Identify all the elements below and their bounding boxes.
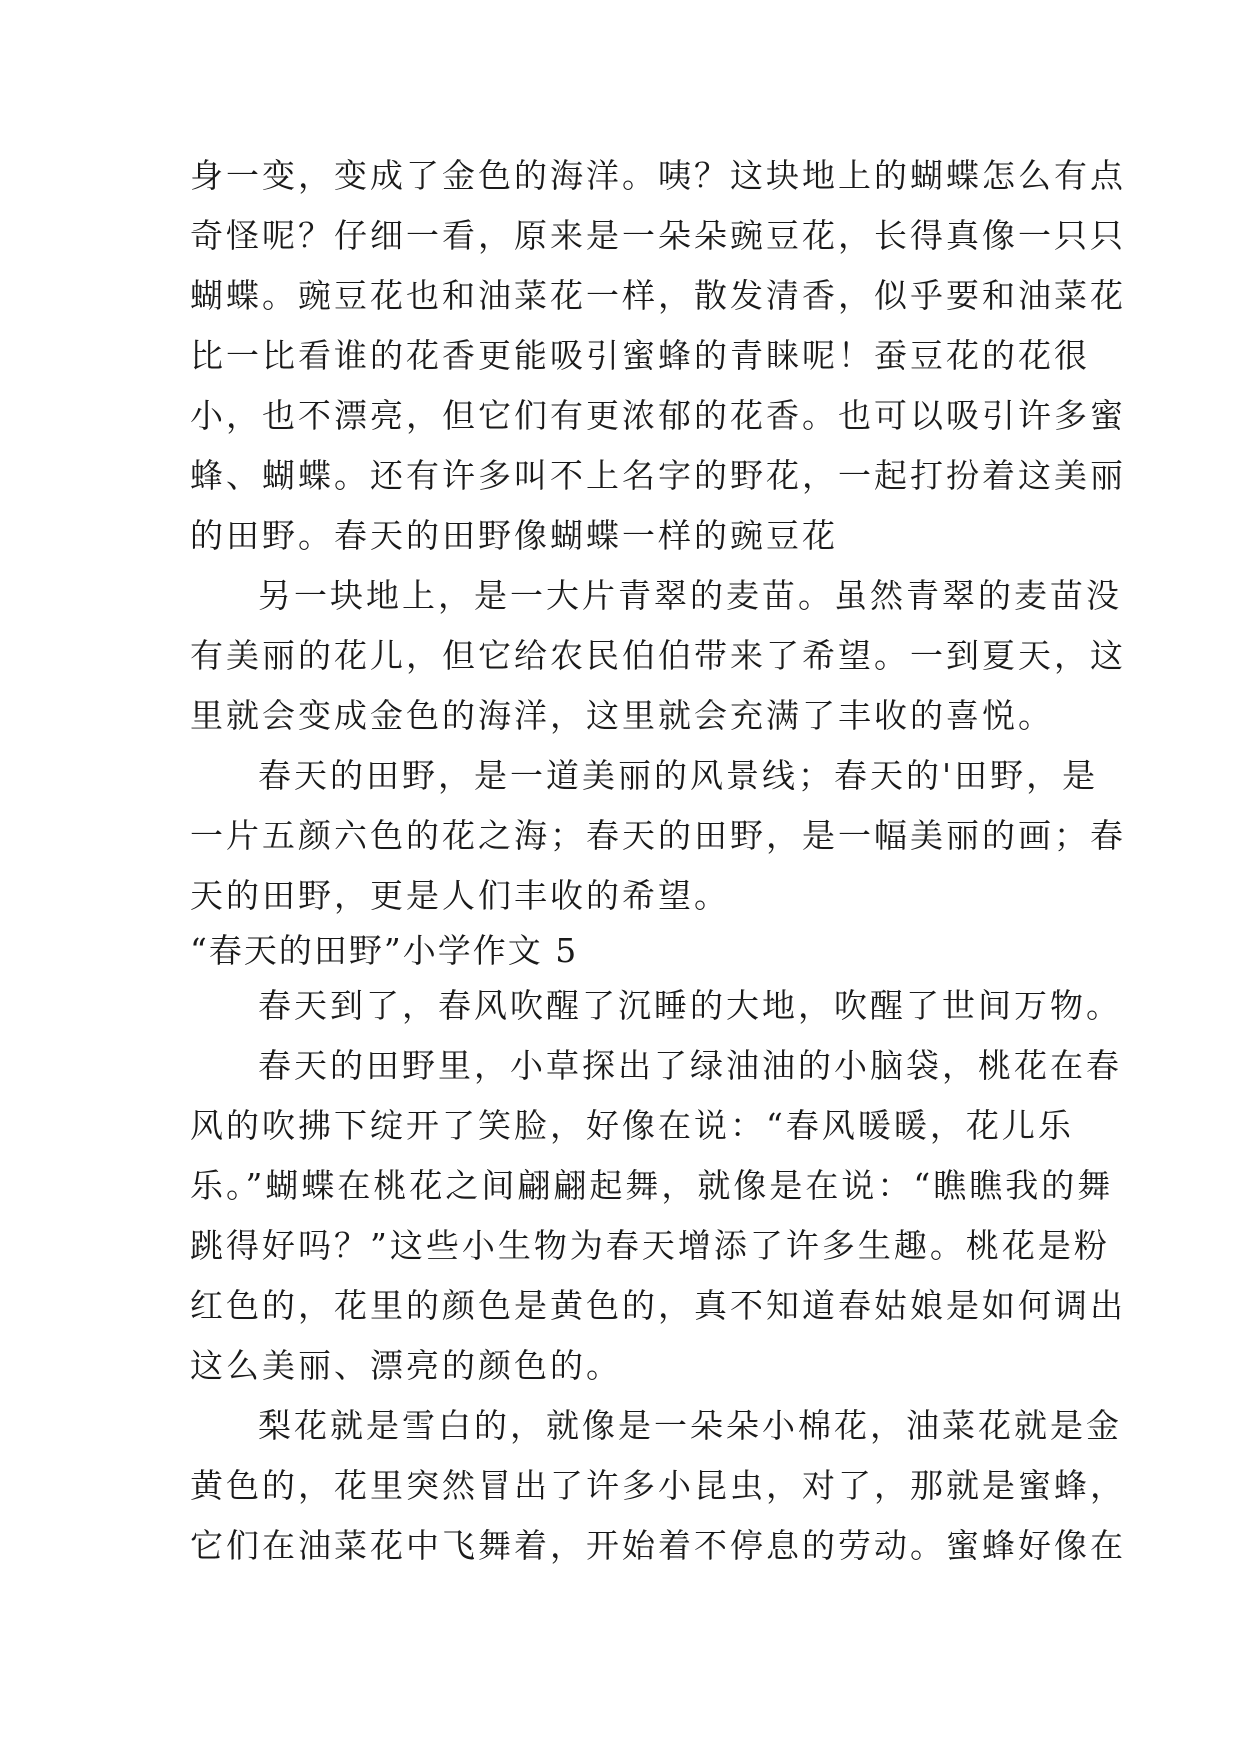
text-line: 黄色的，花里突然冒出了许多小昆虫，对了，那就是蜜蜂， (190, 1466, 1126, 1505)
text-line: 它们在油菜花中飞舞着，开始着不停息的劳动。蜜蜂好像在 (190, 1526, 1126, 1565)
text-line: 奇怪呢？仔细一看，原来是一朵朵豌豆花，长得真像一只只 (190, 216, 1126, 255)
section-heading: “春天的田野”小学作文 5 (190, 931, 579, 970)
text-line: 身一变，变成了金色的海洋。咦？这块地上的蝴蝶怎么有点 (190, 156, 1126, 195)
text-line: 乐。”蝴蝶在桃花之间翩翩起舞，就像是在说：“瞧瞧我的舞 (190, 1166, 1114, 1205)
text-line: 天的田野，更是人们丰收的希望。 (190, 876, 730, 915)
text-line: 红色的，花里的颜色是黄色的，真不知道春姑娘是如何调出 (190, 1286, 1126, 1325)
paragraph-first-line: 春天的田野里，小草探出了绿油油的小脑袋，桃花在春 (258, 1046, 1122, 1085)
text-line: 这么美丽、漂亮的颜色的。 (190, 1346, 622, 1385)
text-line: 风的吹拂下绽开了笑脸，好像在说：“春风暖暖，花儿乐 (190, 1106, 1074, 1145)
paragraph-first-line: 春天的田野，是一道美丽的风景线；春天的'田野，是 (258, 756, 1099, 795)
text-line: 一片五颜六色的花之海；春天的田野，是一幅美丽的画；春 (190, 816, 1126, 855)
text-line: 的田野。春天的田野像蝴蝶一样的豌豆花 (190, 516, 838, 555)
paragraph-first-line: 梨花就是雪白的，就像是一朵朵小棉花，油菜花就是金 (258, 1406, 1122, 1445)
paragraph-first-line: 春天到了，春风吹醒了沉睡的大地，吹醒了世间万物。 (258, 986, 1122, 1025)
text-line: 比一比看谁的花香更能吸引蜜蜂的青睐呢！蚕豆花的花很 (190, 336, 1090, 375)
text-line: 小，也不漂亮，但它们有更浓郁的花香。也可以吸引许多蜜 (190, 396, 1126, 435)
text-line: 蝴蝶。豌豆花也和油菜花一样，散发清香，似乎要和油菜花 (190, 276, 1126, 315)
paragraph-first-line: 另一块地上，是一大片青翠的麦苗。虽然青翠的麦苗没 (258, 576, 1122, 615)
text-line: 蜂、蝴蝶。还有许多叫不上名字的野花，一起打扮着这美丽 (190, 456, 1126, 495)
text-line: 里就会变成金色的海洋，这里就会充满了丰收的喜悦。 (190, 696, 1054, 735)
text-line: 跳得好吗？”这些小生物为春天增添了许多生趣。桃花是粉 (190, 1226, 1110, 1265)
text-line: 有美丽的花儿，但它给农民伯伯带来了希望。一到夏天，这 (190, 636, 1126, 675)
